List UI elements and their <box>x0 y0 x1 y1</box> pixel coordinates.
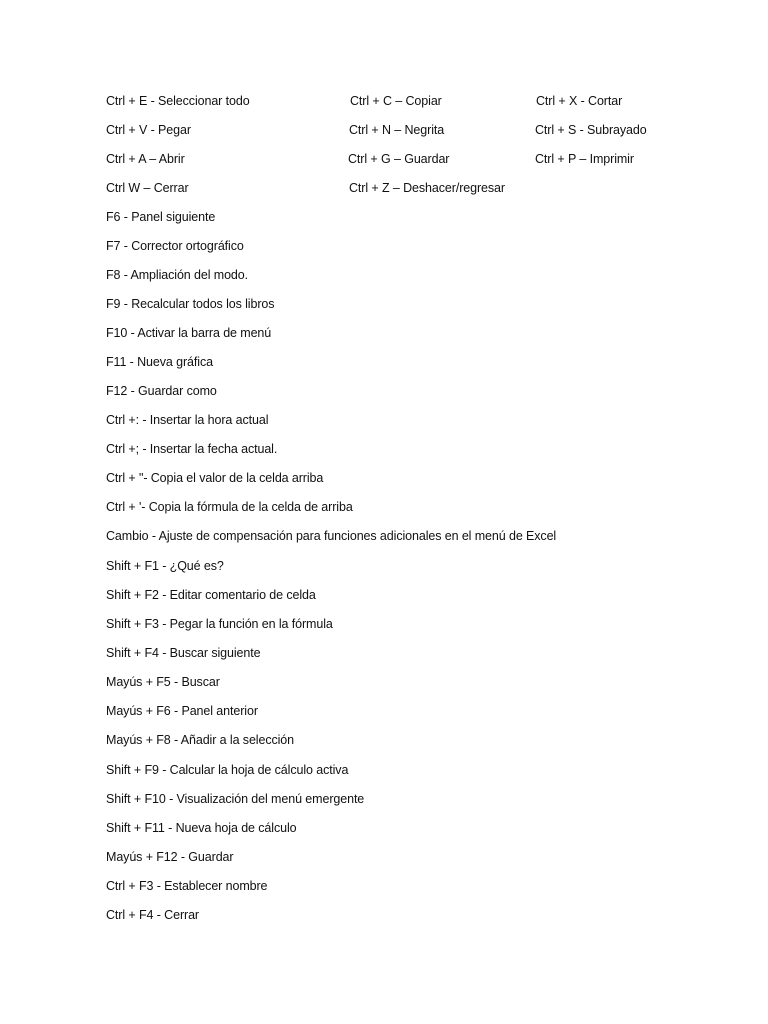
shortcut-item: F7 - Corrector ortográfico <box>106 239 244 253</box>
shortcut-item: Ctrl + '- Copia la fórmula de la celda de arriba <box>106 500 353 514</box>
shortcut-item: Ctrl + S - Subrayado <box>535 123 647 137</box>
shortcut-item: Shift + F3 - Pegar la función en la fórmula <box>106 617 333 631</box>
shortcut-item: F10 - Activar la barra de menú <box>106 326 272 340</box>
shortcut-item: Ctrl + A – Abrir <box>106 152 185 166</box>
shortcut-item: F9 - Recalcular todos los libros <box>106 297 275 311</box>
shortcut-item: Ctrl +; - Insertar la fecha actual. <box>106 442 278 456</box>
shortcut-item: Ctrl + X - Cortar <box>536 94 623 108</box>
shortcut-item: Ctrl + V - Pegar <box>106 123 191 137</box>
shortcut-item: Shift + F4 - Buscar siguiente <box>106 646 261 660</box>
shortcut-item: Mayús + F12 - Guardar <box>106 850 234 864</box>
shortcut-item: Ctrl + E - Seleccionar todo <box>106 94 250 108</box>
shortcut-item: Shift + F11 - Nueva hoja de cálculo <box>106 821 297 835</box>
shortcut-item: Ctrl W – Cerrar <box>106 181 189 195</box>
shortcut-item: F12 - Guardar como <box>106 384 217 398</box>
shortcut-item: Shift + F9 - Calcular la hoja de cálculo activa <box>106 763 349 777</box>
shortcut-item: Ctrl + "- Copia el valor de la celda arriba <box>106 471 324 485</box>
shortcut-item: Shift + F2 - Editar comentario de celda <box>106 588 316 602</box>
shortcut-item: Ctrl + P – Imprimir <box>535 152 634 166</box>
shortcut-item: F11 - Nueva gráfica <box>106 355 213 369</box>
shortcut-item: Ctrl + C – Copiar <box>350 94 442 108</box>
shortcut-item: Shift + F1 - ¿Qué es? <box>106 559 224 573</box>
shortcut-item: Ctrl + G – Guardar <box>348 152 450 166</box>
shortcut-item: Ctrl +: - Insertar la hora actual <box>106 413 269 427</box>
shortcut-item: Mayús + F5 - Buscar <box>106 675 220 689</box>
shortcut-item: F8 - Ampliación del modo. <box>106 268 249 282</box>
shortcut-item: Ctrl + N – Negrita <box>349 123 445 137</box>
shortcut-item: Ctrl + Z – Deshacer/regresar <box>349 181 505 195</box>
shortcut-item: Ctrl + F3 - Establecer nombre <box>106 879 268 893</box>
shortcut-item: Mayús + F6 - Panel anterior <box>106 704 258 718</box>
shortcut-item: Cambio - Ajuste de compensación para funciones adicionales en el menú de Excel <box>106 529 557 543</box>
shortcut-item: F6 - Panel siguiente <box>106 210 216 224</box>
shortcut-item: Shift + F10 - Visualización del menú emergente <box>106 792 365 806</box>
shortcut-item: Ctrl + F4 - Cerrar <box>106 908 199 922</box>
shortcut-item: Mayús + F8 - Añadir a la selección <box>106 733 295 747</box>
